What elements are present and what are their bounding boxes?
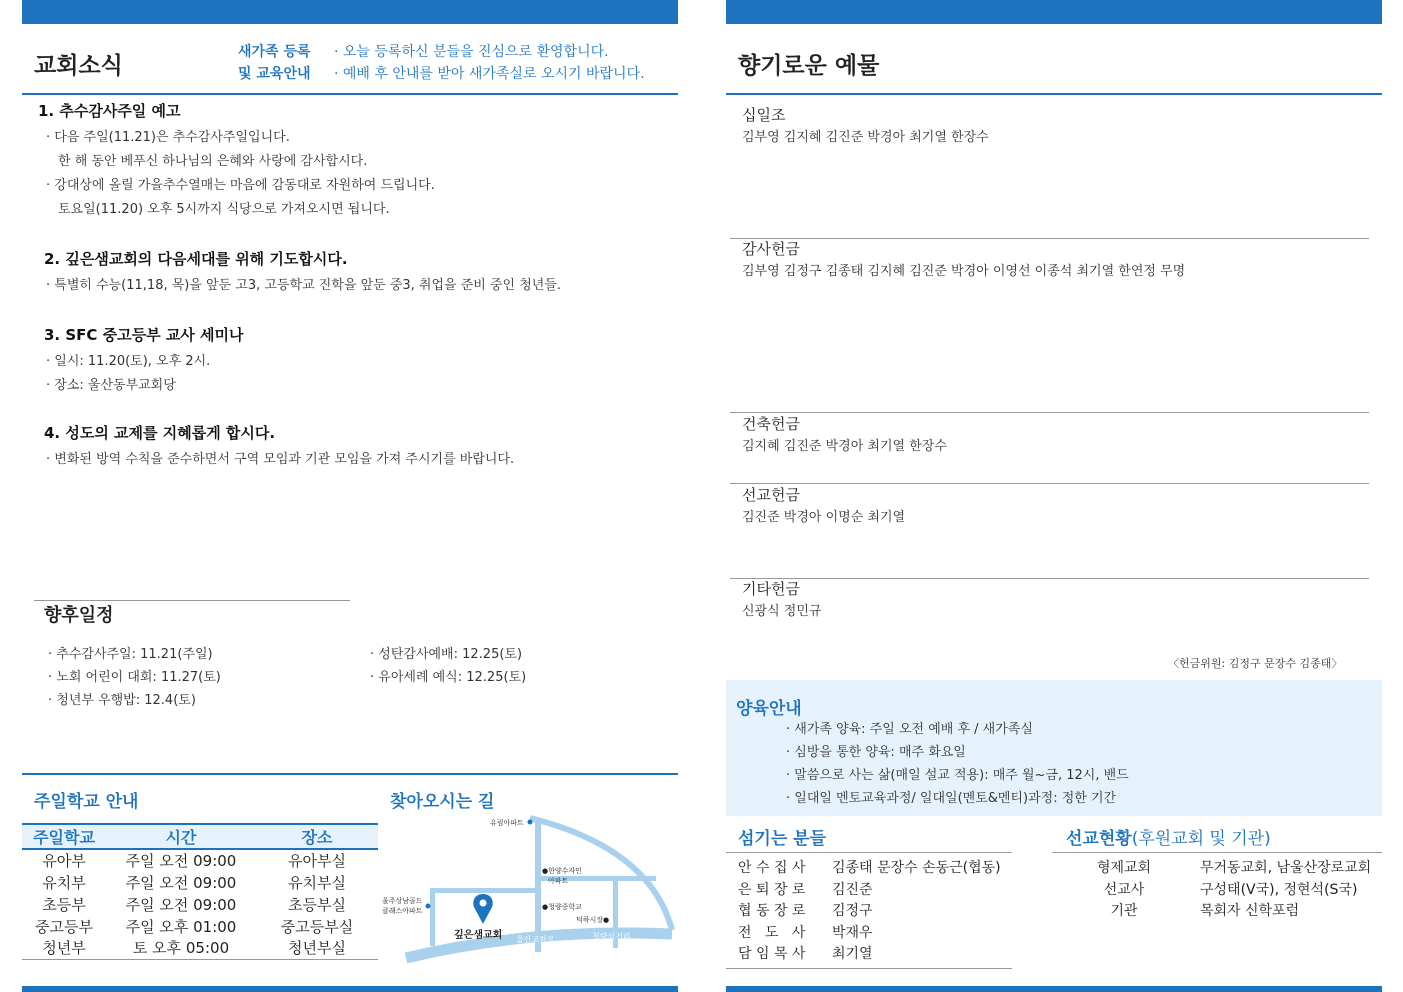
table-cell: 중고등부 [35, 917, 93, 936]
map-road-left [430, 888, 540, 893]
news-item-2 [44, 248, 561, 298]
schedule-title: 향후일정 [44, 605, 114, 626]
left-top-bar [22, 0, 678, 24]
table-cell: 중고등부실 [280, 917, 354, 936]
mission-category: 기관 [1110, 903, 1138, 919]
nurture-item: · 심방을 통한 양육: 매주 화요일 [786, 745, 966, 760]
offering-title: 건축헌금 [742, 415, 800, 433]
map-label-ulsu-1: 울주상남골드 [382, 897, 423, 905]
news-line: · 변화된 방역 수칙을 준수하면서 구역 모임과 기관 모임을 가져 주시기를 바랍니다. [46, 452, 515, 467]
map-label-deokha: 덕하시장● [576, 916, 610, 924]
offering-names: 김진준 박경아 이명순 최기열 [742, 510, 906, 525]
nurture-panel [726, 680, 1382, 816]
servant-role: 전 도 사 [738, 924, 806, 941]
servant-role: 안 수 집 사 [738, 860, 806, 876]
news-line: · 일시: 11.20(토), 오후 2시. [46, 354, 211, 369]
map-label-yurim: 유림아파트 [490, 819, 524, 827]
table-row [22, 893, 378, 915]
table-cell: 주일 오전 09:00 [125, 852, 237, 870]
missions-title-main: 선교현황 [1066, 829, 1132, 849]
table-cell: 토 오후 05:00 [132, 939, 230, 958]
mission-row [1080, 880, 1371, 902]
table-cell: 유아부 [42, 852, 86, 870]
table-cell: 주일 오전 09:00 [125, 895, 237, 914]
offering-other [742, 578, 821, 624]
offering-title: 선교헌금 [742, 486, 800, 504]
news-item-title: 2. 깊은샘교회의 다음세대를 위해 기도합시다. [44, 250, 348, 268]
mission-row [1080, 901, 1371, 923]
newcomer-label-line-2: 및 교육안내 [238, 66, 311, 82]
table-row [22, 849, 378, 871]
left-header-rule [22, 93, 678, 95]
news-line: 토요일(11.20) 오후 5시까지 식당으로 가져오시면 됩니다. [58, 202, 390, 217]
servants-rule-bottom [726, 968, 1012, 969]
missions-title [1066, 824, 1271, 849]
servants-rule-top [726, 852, 1012, 853]
offering-names: 김지혜 김진준 박경아 최기열 한장수 [742, 439, 947, 454]
servant-names: 김종태 문장수 손동근(협동) [832, 860, 1001, 876]
servant-row [738, 880, 1001, 902]
table-cell: 유치부실 [288, 873, 346, 892]
map-label-road-1: 울산교차로 [516, 935, 555, 944]
offering-rule [730, 578, 1369, 579]
missions-title-sub: (후원교회 및 기관) [1131, 829, 1271, 849]
mission-value: 구성태(V국), 정현석(S국) [1200, 881, 1358, 898]
servant-row [738, 901, 1001, 923]
table-row [22, 937, 378, 959]
schedule-item: · 청년부 우행밥: 12.4(토) [48, 693, 196, 708]
nurture-item: · 말씀으로 사는 삶(매일 설교 적용): 매주 월~금, 12시, 밴드 [786, 768, 1129, 783]
table-cell: 주일 오후 01:00 [125, 917, 237, 936]
offering-building [742, 413, 947, 459]
left-bottom-bar [22, 986, 678, 992]
map-label-hanyang-1: ●한양수자인 [542, 867, 582, 875]
servant-row [738, 858, 1001, 880]
offering-title: 감사헌금 [742, 240, 800, 258]
servant-role: 협 동 장 로 [738, 903, 806, 919]
schedule-col-1 [48, 643, 221, 712]
right-bottom-bar [726, 986, 1382, 992]
offering-names: 김부영 김지혜 김진준 박경아 최기열 한장수 [742, 130, 989, 145]
map-label-ulsu-2: 클래스아파트 [382, 907, 423, 915]
schedule-item: · 성탄감사예배: 12.25(토) [370, 647, 523, 662]
map-label-road-2: 청량삼거리 [592, 932, 631, 941]
map-road-left-down [430, 888, 435, 946]
bottom-section-rule [22, 773, 678, 775]
servant-names: 최기열 [832, 946, 873, 962]
schedule-item: · 노회 어린이 대회: 11.27(토) [48, 670, 221, 685]
news-item-title: 1. 추수감사주일 예고 [38, 102, 181, 120]
servant-role: 담 임 목 사 [738, 946, 806, 962]
servant-names: 박재우 [832, 924, 873, 941]
newcomer-text-line-1: · 오늘 등록하신 분들을 진심으로 환영합니다. [334, 44, 609, 60]
table-cell: 청년부실 [288, 939, 346, 958]
right-header-rule [726, 93, 1382, 95]
news-item-3 [44, 324, 244, 398]
news-item-4 [44, 422, 514, 472]
mission-category: 형제교회 [1096, 860, 1152, 876]
table-row [22, 915, 378, 937]
servant-row [738, 944, 1001, 966]
sunday-school-table [22, 823, 378, 960]
offering-title: 기타헌금 [742, 580, 800, 598]
news-item-1 [38, 100, 435, 222]
table-cell: 청년부 [42, 939, 86, 958]
offering-names: 김부영 김정구 김종태 김지혜 김진준 박경아 이영선 이종석 최기열 한연정 무명 [742, 264, 1186, 279]
directions-map [380, 808, 678, 968]
offering-names: 신광식 정민규 [742, 604, 822, 619]
table-cell: 유아부실 [288, 852, 346, 870]
table-cell: 초등부 [42, 895, 86, 914]
nurture-title: 양육안내 [736, 699, 802, 719]
table-cell: 주일 오전 09:00 [125, 873, 237, 892]
sunday-school-title: 주일학교 안내 [34, 792, 139, 812]
right-top-bar [726, 0, 1382, 24]
table-row [22, 871, 378, 893]
nurture-item: · 새가족 양육: 주일 오전 예배 후 / 새가족실 [786, 722, 1033, 737]
news-line: · 강대상에 올릴 가을추수열매는 마음에 감동대로 자원하여 드립니다. [46, 178, 435, 193]
nurture-item: · 일대일 멘토교육과정/ 일대일(멘토&멘티)과정: 정한 기간 [786, 791, 1117, 806]
news-item-title: 3. SFC 중고등부 교사 세미나 [44, 326, 244, 344]
news-line: · 장소: 울산동부교회당 [46, 378, 176, 393]
newcomer-text-line-2: · 예배 후 안내를 받아 새가족실로 오시기 바랍니다. [334, 66, 645, 82]
mission-value: 목회자 신학포럼 [1200, 903, 1300, 919]
table-cell: 초등부실 [288, 895, 346, 914]
map-label-hanyang [542, 866, 582, 886]
offering-title: 십일조 [742, 106, 786, 124]
servant-names: 김진준 [832, 881, 873, 898]
newcomer-label [238, 41, 311, 85]
news-line: · 특별히 수능(11,18, 목)을 앞둔 고3, 고등학교 진학을 앞둔 중3, 취업을 준비 중인 청년들. [46, 278, 562, 293]
offering-committee: 〈헌금위원: 김정구 문장수 김종태〉 [1168, 657, 1343, 670]
news-line: · 다음 주일(11.21)은 추수감사주일입니다. [46, 130, 290, 145]
table-header-cell: 주일학교 [33, 828, 95, 847]
offerings-title: 향기로운 예물 [738, 53, 880, 79]
servants-title: 섬기는 분들 [738, 829, 827, 849]
mission-category: 선교사 [1103, 881, 1145, 898]
servant-names: 김정구 [832, 903, 873, 919]
offering-thanks [742, 238, 1185, 284]
nurture-list [786, 718, 1129, 810]
church-news-title: 교회소식 [34, 53, 123, 79]
mission-row [1080, 858, 1371, 880]
schedule-item: · 추수감사주일: 11.21(주일) [48, 647, 213, 662]
schedule-col-2 [370, 643, 526, 689]
map-label-church: 깊은샘교회 [454, 930, 503, 941]
news-line: 한 해 동안 베푸신 하나님의 은혜와 사랑에 감사합시다. [58, 154, 368, 169]
table-cell: 유치부 [42, 873, 86, 892]
table-header-cell: 장소 [301, 828, 333, 847]
newcomer-text [334, 41, 645, 85]
map-pin-icon [473, 894, 492, 924]
servants-list [738, 858, 1001, 966]
table-header-cell: 시간 [165, 828, 197, 847]
offering-mission [742, 484, 905, 530]
table-header-row [22, 824, 378, 849]
offering-tithe [742, 104, 989, 150]
directions-title: 찾아오시는 길 [390, 792, 495, 812]
mission-value: 무거동교회, 남울산장로교회 [1200, 860, 1372, 876]
news-item-title: 4. 성도의 교제를 지혜롭게 합시다. [44, 424, 276, 442]
map-label-cheongryang: ●청량중학교 [542, 903, 582, 911]
servant-row [738, 923, 1001, 945]
map-label-ulsu [382, 896, 423, 916]
servant-role: 은 퇴 장 로 [738, 881, 806, 898]
newcomer-label-line-1: 새가족 등록 [238, 44, 311, 60]
missions-rule [1052, 852, 1382, 853]
schedule-item: · 유아세례 예식: 12.25(토) [370, 670, 527, 685]
missions-list [1080, 858, 1371, 923]
map-label-hanyang-2: 아파트 [548, 877, 569, 885]
